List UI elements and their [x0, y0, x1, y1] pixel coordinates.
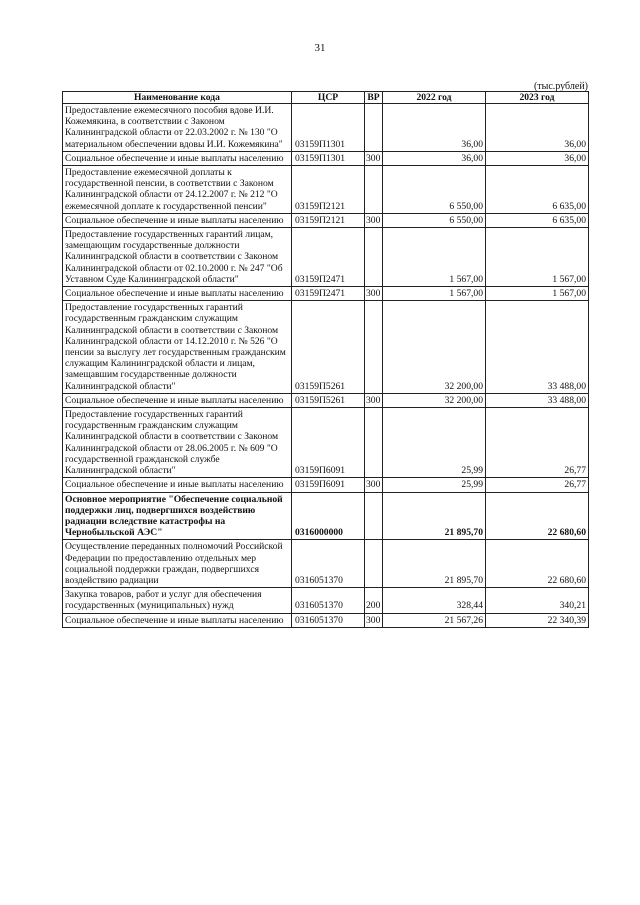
row-2022: 25,99: [383, 478, 486, 492]
row-vr: [365, 540, 383, 588]
row-name: Социальное обеспечение и иные выплаты населению: [63, 287, 292, 301]
table-row: [63, 540, 589, 588]
row-csr: 03159П2121: [292, 166, 365, 214]
row-name: Предоставление государственных гарантий государственным гражданским служащим Калининградской области в соответствии с Законом Калининградской области от 28.06.2005 г. № 609 "О государственной гражданской службе Калининградской области": [63, 408, 292, 478]
header-2023: 2023 год: [486, 92, 589, 104]
row-name: Предоставление ежемесячной доплаты к государственной пенсии, в соответствии с Законом Калининградской области от 24.12.2007 г. № 212 "О ежемесячной доплате к государственной пенсии": [63, 166, 292, 214]
row-vr: [365, 166, 383, 214]
row-2022: 6 550,00: [383, 213, 486, 227]
row-2023: 33 488,00: [486, 393, 589, 407]
page-number: 31: [314, 42, 326, 54]
row-2022: 21 567,26: [383, 613, 486, 627]
row-2023: 6 635,00: [486, 213, 589, 227]
table-row: [63, 151, 589, 165]
row-2023: 26,77: [486, 408, 589, 478]
header-csr: ЦСР: [292, 92, 365, 104]
row-2022: 1 567,00: [383, 287, 486, 301]
row-2022: 36,00: [383, 104, 486, 152]
units-label: (тыс.рублей): [533, 81, 588, 92]
row-csr: 0316000000: [292, 492, 365, 540]
row-name: Осуществление переданных полномочий Российской Федерации по предоставлению отдельных мер социальной поддержки граждан, подвергшихся воздействию радиации: [63, 540, 292, 588]
table-row: [63, 104, 589, 152]
row-2022: 36,00: [383, 151, 486, 165]
row-vr: 300: [365, 393, 383, 407]
row-vr: [365, 301, 383, 394]
row-2022: 21 895,70: [383, 540, 486, 588]
table-row: [63, 393, 589, 407]
header-2022: 2022 год: [383, 92, 486, 104]
row-csr: 03159П2471: [292, 287, 365, 301]
table-row: [63, 408, 589, 478]
table-row: [63, 478, 589, 492]
row-2023: 36,00: [486, 151, 589, 165]
row-vr: 200: [365, 588, 383, 613]
row-csr: 03159П1301: [292, 151, 365, 165]
row-vr: [365, 408, 383, 478]
row-name: Основное мероприятие "Обеспечение социальной поддержки лиц, подвергшихся воздействию радиации вследствие катастрофы на Чернобыльской АЭС": [63, 492, 292, 540]
table-row: [63, 492, 589, 540]
row-2022: 21 895,70: [383, 492, 486, 540]
row-name: Социальное обеспечение и иные выплаты населению: [63, 393, 292, 407]
row-name: Социальное обеспечение и иные выплаты населению: [63, 478, 292, 492]
row-csr: 03159П5261: [292, 393, 365, 407]
table-row: [63, 287, 589, 301]
row-2023: 22 340,39: [486, 613, 589, 627]
row-2023: 22 680,60: [486, 492, 589, 540]
row-csr: 03159П2471: [292, 228, 365, 287]
row-csr: 03159П5261: [292, 301, 365, 394]
row-csr: 03159П2121: [292, 213, 365, 227]
row-csr: 0316051370: [292, 540, 365, 588]
row-name: Социальное обеспечение и иные выплаты населению: [63, 151, 292, 165]
row-name: Предоставление государственных гарантий государственным гражданским служащим Калининградской области в соответствии с Законом Калининградской области от 14.12.2010 г. № 526 "О пенсии за выслугу лет государственным гражданским служащим Калининградской области и лицам, замещавшим государственные должности Калининградской области": [63, 301, 292, 394]
row-name: Социальное обеспечение и иные выплаты населению: [63, 613, 292, 627]
row-2023: 33 488,00: [486, 301, 589, 394]
row-csr: 03159П6091: [292, 478, 365, 492]
row-2022: 25,99: [383, 408, 486, 478]
row-name: Социальное обеспечение и иные выплаты населению: [63, 213, 292, 227]
row-csr: 03159П1301: [292, 104, 365, 152]
row-2023: 1 567,00: [486, 287, 589, 301]
row-vr: 300: [365, 613, 383, 627]
row-name: Предоставление ежемесячного пособия вдове И.И. Кожемякина, в соответствии с Законом Калининградской области от 22.03.2002 г. № 130 "О материальном обеспечении вдовы И.И. Кожемякина": [63, 104, 292, 152]
row-2023: 340,21: [486, 588, 589, 613]
row-vr: [365, 228, 383, 287]
row-vr: 300: [365, 478, 383, 492]
row-vr: 300: [365, 287, 383, 301]
table-row: [63, 228, 589, 287]
table-row: [63, 213, 589, 227]
row-name: Закупка товаров, работ и услуг для обеспечения государственных (муниципальных) нужд: [63, 588, 292, 613]
row-2022: 32 200,00: [383, 301, 486, 394]
table-row: [63, 588, 589, 613]
row-2022: 32 200,00: [383, 393, 486, 407]
row-2023: 1 567,00: [486, 228, 589, 287]
row-vr: [365, 492, 383, 540]
row-vr: 300: [365, 213, 383, 227]
row-2022: 6 550,00: [383, 166, 486, 214]
header-vr: ВР: [365, 92, 383, 104]
table-row: [63, 301, 589, 394]
table-header-row: [63, 92, 589, 104]
header-name: Наименование кода: [63, 92, 292, 104]
row-2023: 36,00: [486, 104, 589, 152]
table-row: [63, 166, 589, 214]
row-vr: [365, 104, 383, 152]
row-2022: 328,44: [383, 588, 486, 613]
row-2023: 26,77: [486, 478, 589, 492]
row-csr: 0316051370: [292, 613, 365, 627]
budget-table: [62, 91, 589, 628]
row-csr: 03159П6091: [292, 408, 365, 478]
table-row: [63, 613, 589, 627]
row-name: Предоставление государственных гарантий лицам, замещающим государственные должности Калининградской области в соответствии с Законом Калининградской области от 02.10.2000 г. № 247 "Об Уставном Суде Калининградской области": [63, 228, 292, 287]
row-2023: 6 635,00: [486, 166, 589, 214]
row-2022: 1 567,00: [383, 228, 486, 287]
row-2023: 22 680,60: [486, 540, 589, 588]
row-vr: 300: [365, 151, 383, 165]
row-csr: 0316051370: [292, 588, 365, 613]
table-body: [63, 104, 589, 628]
